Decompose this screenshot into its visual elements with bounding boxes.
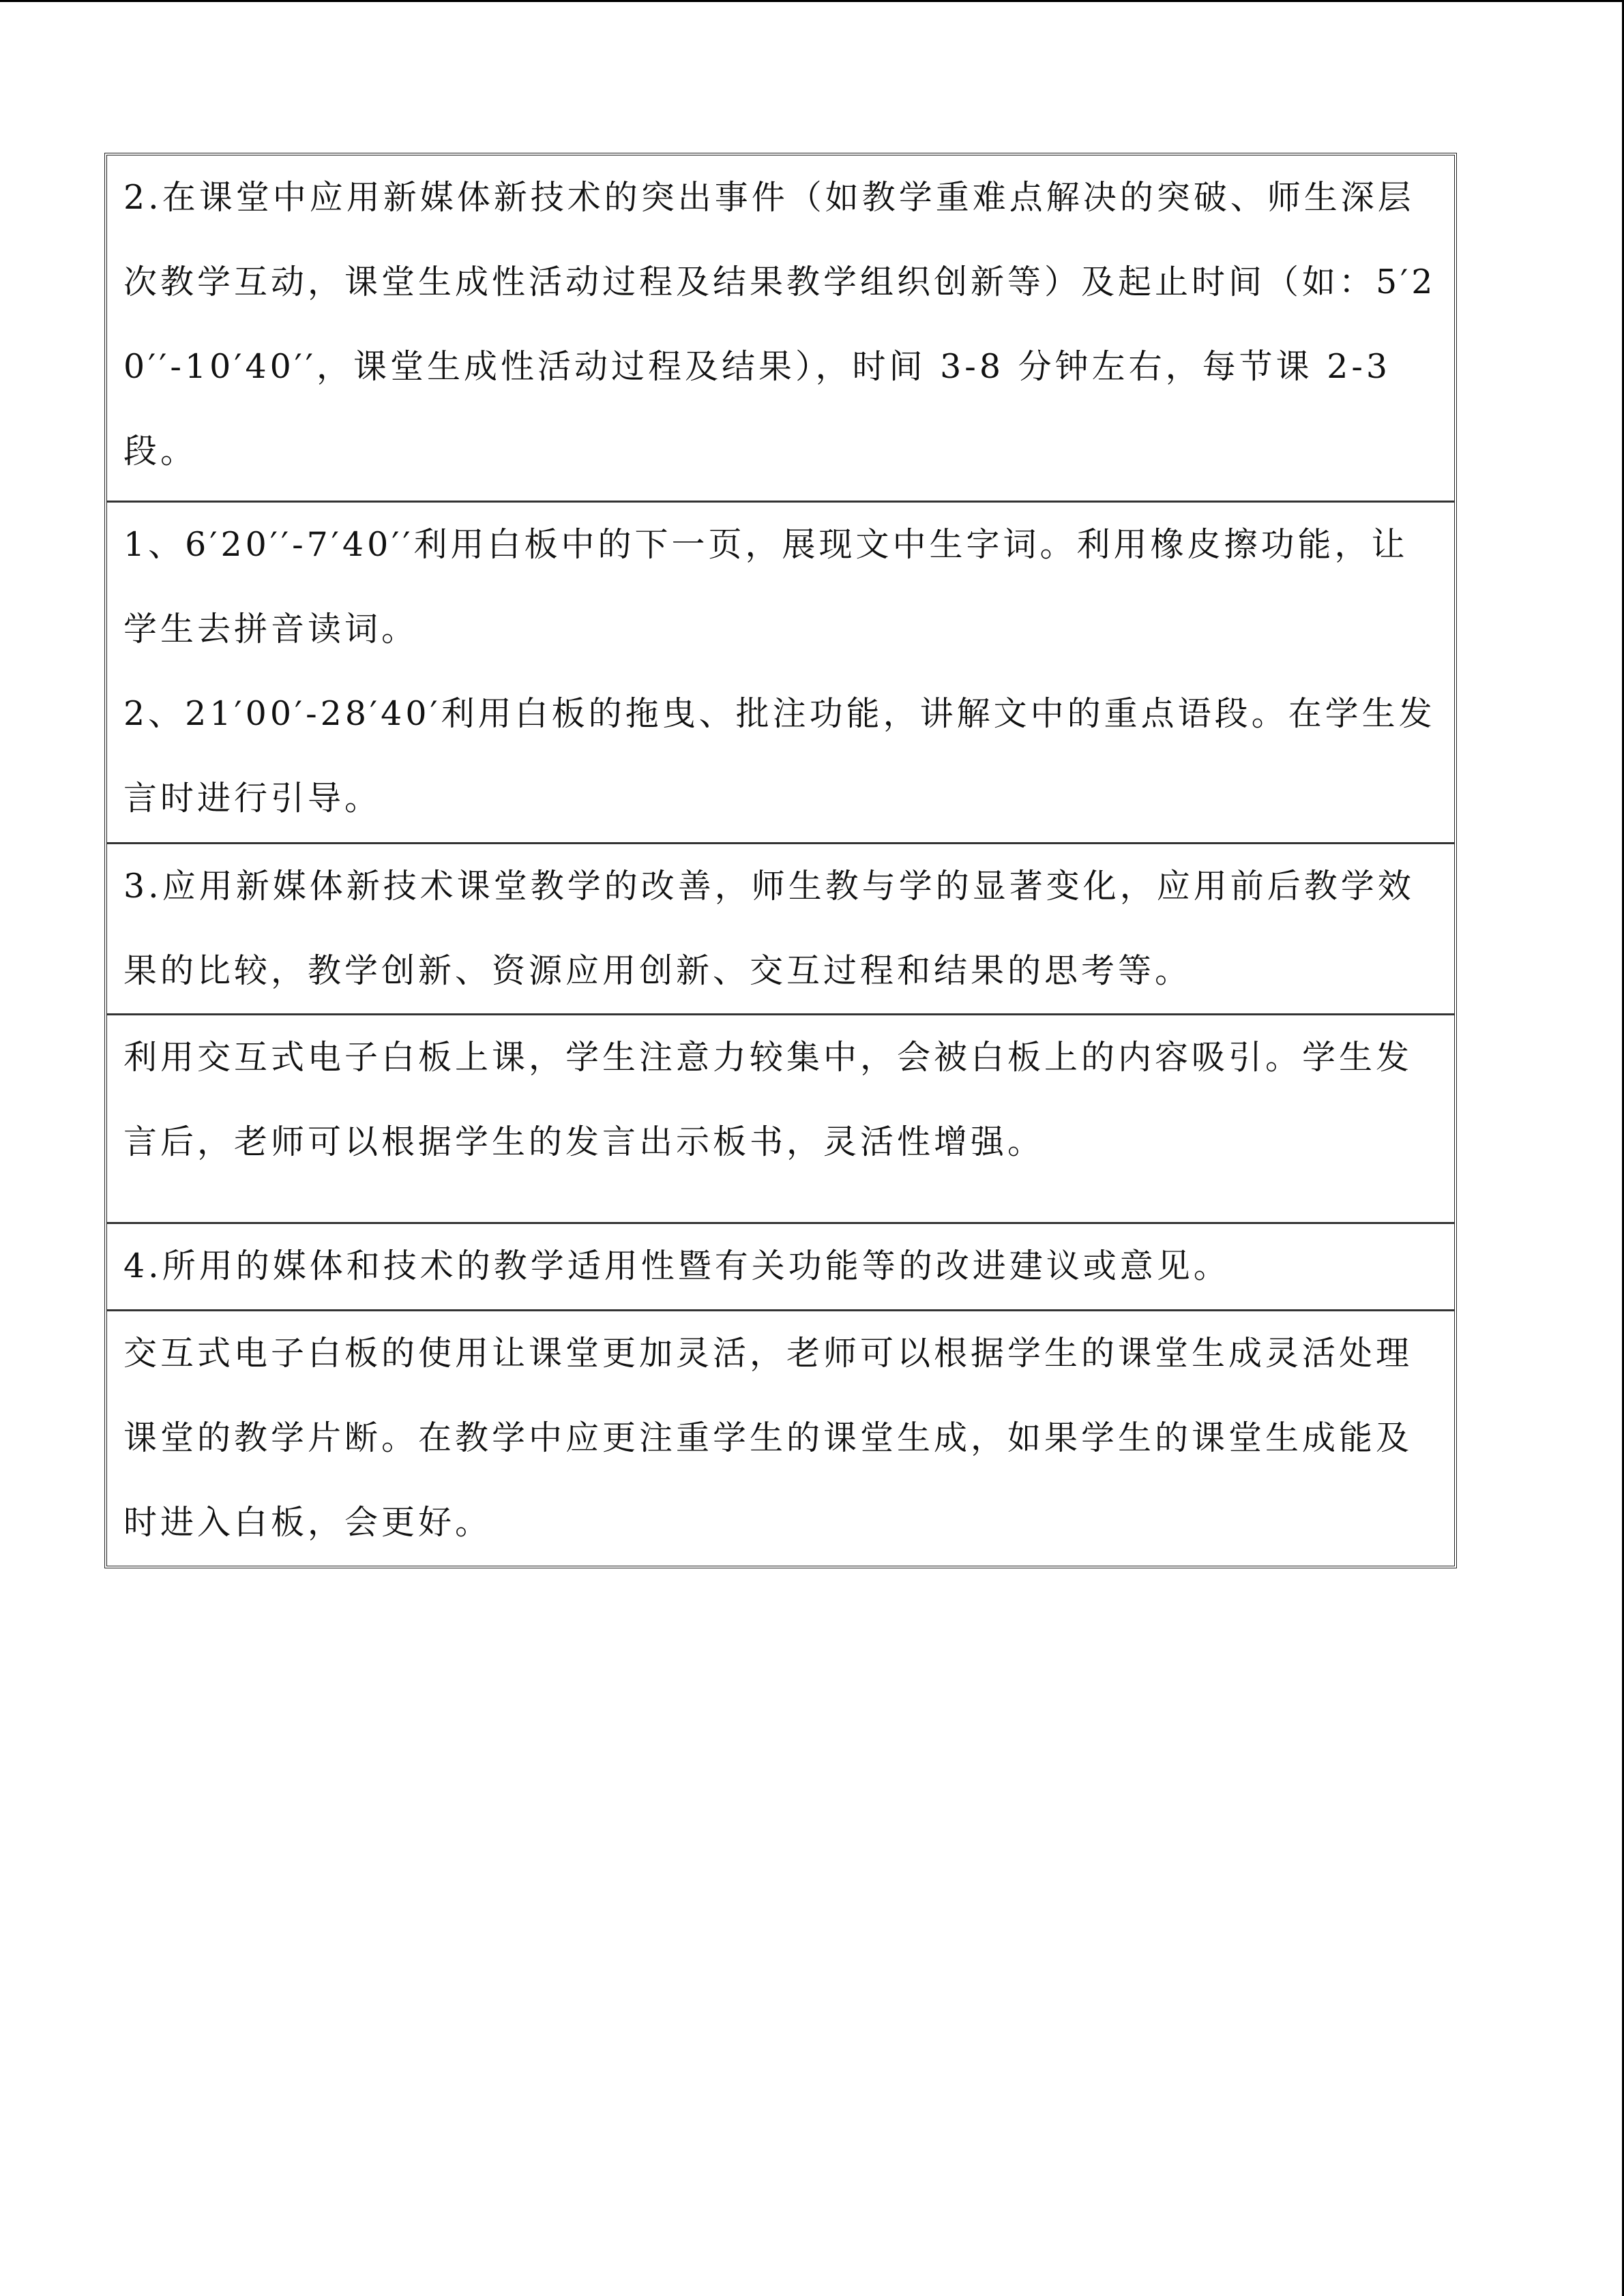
answer-3-text: 利用交互式电子白板上课，学生注意力较集中，会被白板上的内容吸引。学生发言后，老师可以根据学生的发言出示板书，灵活性增强。 bbox=[123, 1038, 1413, 1161]
answer-2-cell bbox=[107, 501, 1454, 842]
question-2-cell bbox=[107, 155, 1454, 501]
question-3-text: 3.应用新媒体新技术课堂教学的改善，师生教与学的显著变化，应用前后教学效果的比较，教学创新、资源应用创新、交互过程和结果的思考等。 bbox=[123, 867, 1415, 990]
answer-2-item-2: 2、21′00′-28′40′利用白板的拖曳、批注功能，讲解文中的重点语段。在学生发言时进行引导。 bbox=[123, 694, 1436, 818]
answer-2-item-1: 1、6′20′′-7′40′′利用白板中的下一页，展现文中生字词。利用橡皮擦功能，让学生去拼音读词。 bbox=[123, 525, 1408, 648]
answer-4-text: 交互式电子白板的使用让课堂更加灵活，老师可以根据学生的课堂生成灵活处理课堂的教学片断。在教学中应更注重学生的课堂生成，如果学生的课堂生成能及时进入白板，会更好。 bbox=[123, 1334, 1413, 1542]
question-2-text: 2.在课堂中应用新媒体新技术的突出事件（如教学重难点解决的突破、师生深层次教学互动，课堂生成性活动过程及结果教学组织创新等）及起止时间（如：5′20′′-10′40′′，课堂生成性活动过程及结果），时间 3-8 分钟左右，每节课 2-3 段。 bbox=[123, 178, 1436, 471]
answer-3-cell bbox=[107, 1013, 1454, 1222]
page-top-border bbox=[0, 0, 1624, 2]
question-4-text: 4.所用的媒体和技术的教学适用性暨有关功能等的改进建议或意见。 bbox=[123, 1247, 1230, 1285]
answer-4-cell bbox=[107, 1309, 1454, 1566]
question-3-cell bbox=[107, 842, 1454, 1013]
question-4-cell bbox=[107, 1222, 1454, 1309]
document-table bbox=[104, 153, 1457, 1568]
